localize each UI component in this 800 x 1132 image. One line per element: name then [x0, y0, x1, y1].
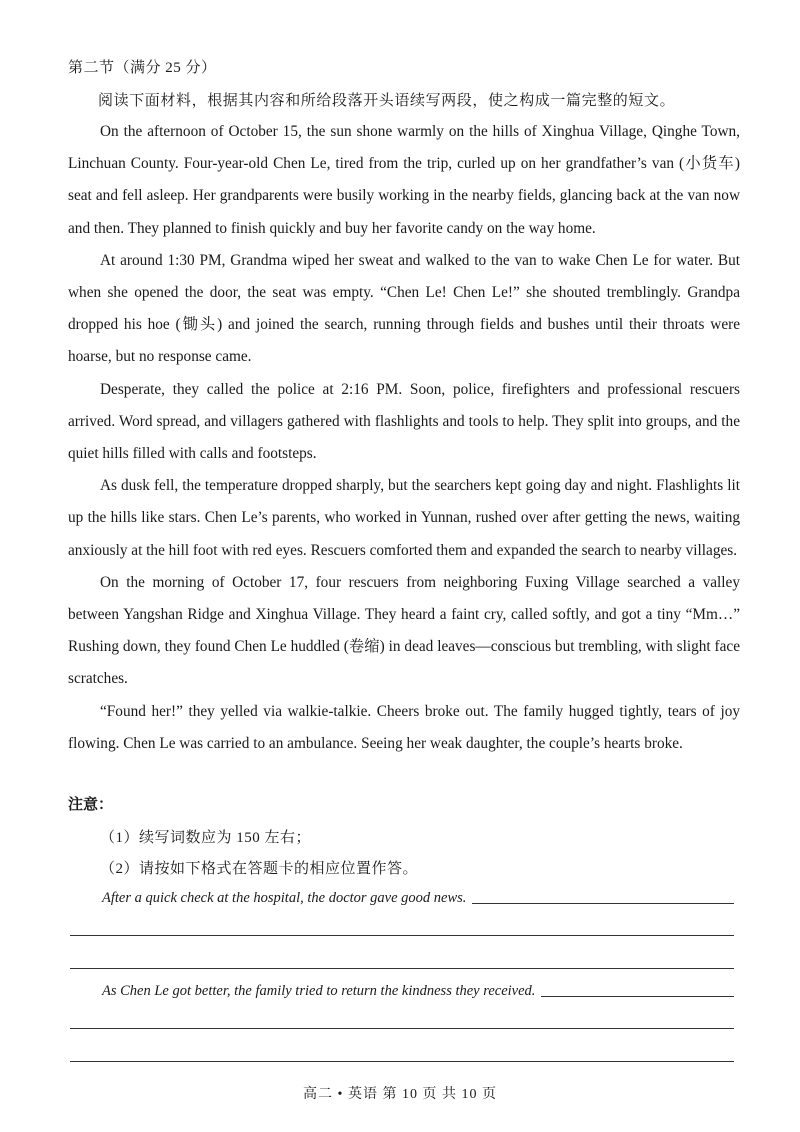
answer-line[interactable] — [541, 995, 734, 997]
note-item: （2）请按如下格式在答题卡的相应位置作答。 — [100, 861, 419, 877]
answer-line[interactable] — [70, 935, 734, 936]
prompt-text: After a quick check at the hospital, the doctor gave good news. — [102, 890, 467, 906]
passage-paragraph: On the afternoon of October 15, the sun shone warmly on the hills of Xinghua Village, Qinghe Town, Linchuan County. Four-year-old Chen Le, tired from the trip, curled up on her grandfather’s van (小货车) seat and fell asleep. Her grandparents were busily working in the nearby fields, glancing back at the van now and then. They planned to finish quickly and buy her favorite candy on the way home. — [68, 123, 740, 237]
prompt-text: As Chen Le got better, the family tried to return the kindness they received. — [102, 983, 536, 999]
note-item: （1）续写词数应为 150 左右； — [100, 830, 312, 846]
reading-passage — [68, 116, 740, 760]
answer-line[interactable] — [70, 1028, 734, 1029]
passage-paragraph: Desperate, they called the police at 2:16 PM. Soon, police, firefighters and professional rescuers arrived. Word spread, and villagers gathered with flashlights and tools to help. They split into groups, and the quiet hills filled with calls and footsteps. — [68, 380, 740, 463]
passage-paragraph: On the morning of October 17, four rescuers from neighboring Fuxing Village searched a valley between Yangshan Ridge and Xinghua Village. They heard a faint cry, called softly, and got a tiny “Mm…” Rushing down, they found Chen Le huddled (卷缩) in dead leaves—conscious but trembling, with slight face scratches. — [68, 573, 740, 688]
section-instruction: 阅读下面材料，根据其内容和所给段落开头语续写两段，使之构成一篇完整的短文。 — [98, 93, 676, 109]
answer-line[interactable] — [70, 1061, 734, 1062]
notes-title: 注意： — [68, 797, 114, 813]
section-title: 第二节（满分 25 分） — [68, 60, 217, 76]
continuation-prompt-2 — [102, 983, 734, 1000]
answer-line[interactable] — [70, 968, 734, 969]
answer-line[interactable] — [472, 902, 734, 904]
passage-paragraph: As dusk fell, the temperature dropped sharply, but the searchers kept going day and night. Flashlights lit up the hills like stars. Chen Le’s parents, who worked in Yunnan, rushed over after getting the news, waiting anxiously at the hill foot with red eyes. Rescuers comforted them and expanded the search to nearby villages. — [68, 477, 740, 559]
passage-paragraph: At around 1:30 PM, Grandma wiped her sweat and walked to the van to wake Chen Le for water. But when she opened the door, the seat was empty. “Chen Le! Chen Le!” she shouted tremblingly. Grandpa dropped his hoe (锄头) and joined the search, running through fields and bushes until their throats were hoarse, but no response came. — [68, 251, 740, 366]
passage-paragraph: “Found her!” they yelled via walkie-talkie. Cheers broke out. The family hugged tightly, tears of joy flowing. Chen Le was carried to an ambulance. Seeing her weak daughter, the couple’s hearts broke. — [68, 702, 740, 752]
continuation-prompt-1 — [102, 890, 734, 907]
page-footer: 高二 • 英语 第 10 页 共 10 页 — [303, 1087, 497, 1102]
